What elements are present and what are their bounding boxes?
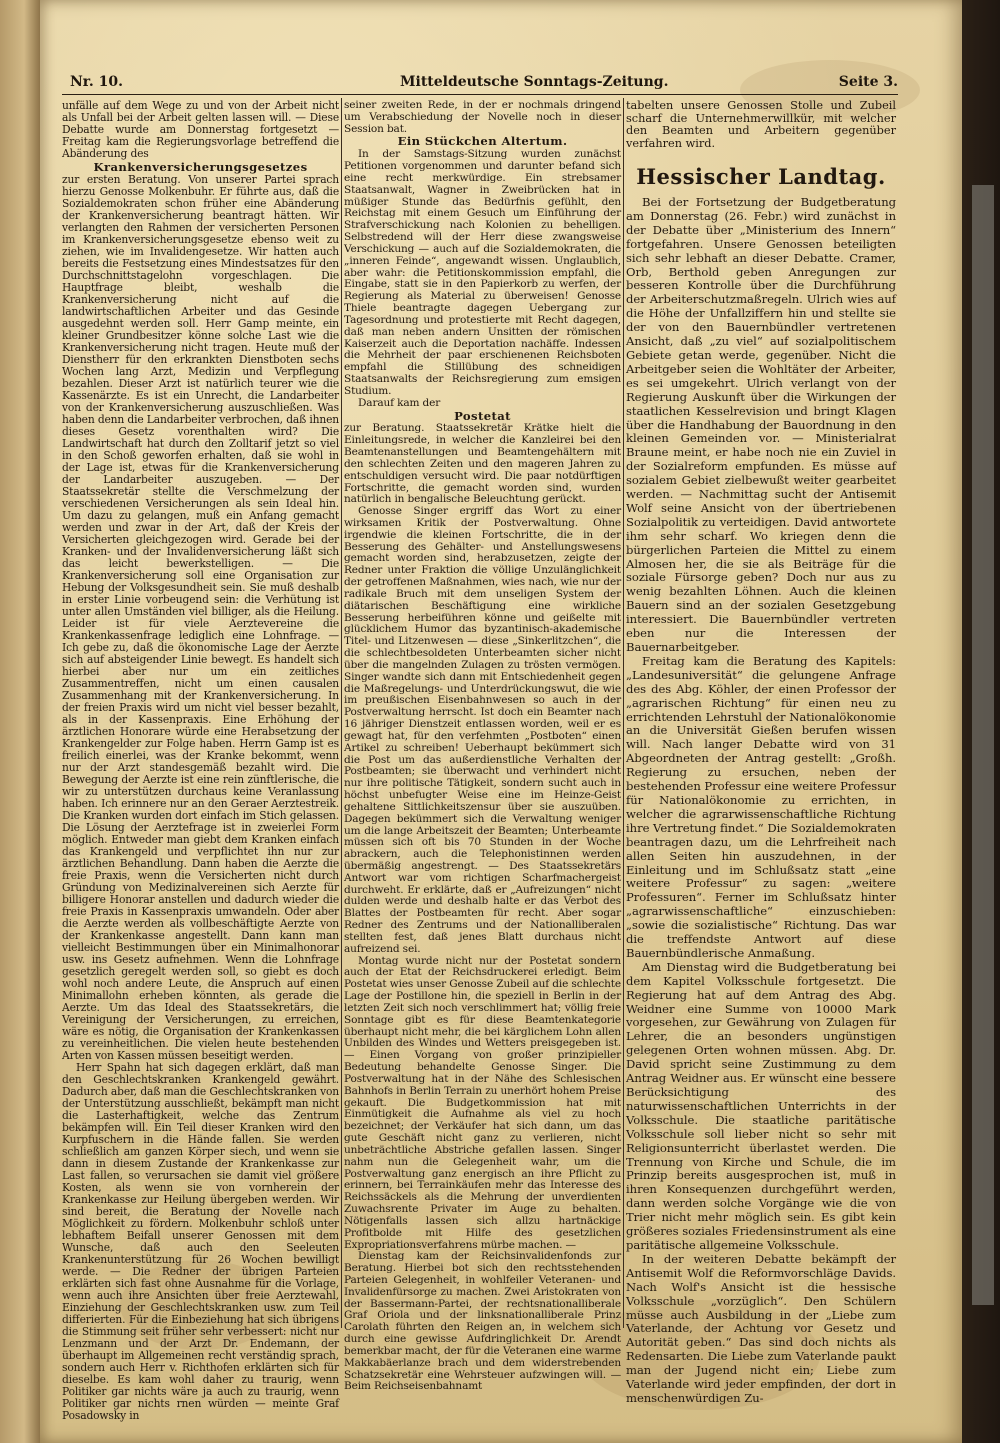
page-header (62, 72, 898, 95)
paragraph: zur ersten Beratung. Von unserer Partei sprach hierzu Genosse Molkenbuhr. Er führte aus, daß die Sozialdemokraten schon früher eine Abänderung der Krankenversicherung beantragt hätten. Wir verlangten den Rahmen der versicherten Personen im Krankenversicherungsgesetze ebenso weit zu ziehen, wie im Invalidengesetze. Wir hatten auch bereits die Festsetzung eines Mindestsatzes für den Durchschnittstagelohn vorgeschlagen. Die Hauptfrage bleibt, weshalb die Krankenversicherung nicht auf die landwirtschaftlichen Arbeiter und das Gesinde ausgedehnt werden soll. Herr Gamp meinte, ein kleiner Grundbesitzer könne solche Last wie die Krankenversicherung nicht tragen. Heute muß der Dienstherr für den erkrankten Dienstboten sechs Wochen lang Arzt, Medizin und Verpflegung bezahlen. Dieser Arzt ist natürlich teurer wie die Kassenärzte. Es ist ein Unrecht, die Landarbeiter von der Krankenversicherung auszuschließen. Was haben denn die Landarbeiter verbrochen, daß ihnen dieses Gesetz vorenthalten wird? Die Landwirtschaft hat durch den Zolltarif jetzt so viel in den Schoß geworfen erhalten, daß sie wohl in der Lage ist, etwas für die Krankenversicherung der Landarbeiter auszugeben. — Der Staatssekretär stellte die Verschmelzung der verschiedenen Versicherungen als sein Ideal hin. Um dazu zu gelangen, muß ein Anfang gemacht werden und zwar in der Art, daß der Kreis der Versicherten gleichgezogen wird. Gerade bei der Kranken- und der Invalidenversicherung läßt sich das leicht bewerkstelligen. — Die Krankenversicherung soll eine Organisation zur Hebung der Volksgesundheit sein. Sie muß deshalb in erster Linie vorbeugend sein: die Verhütung ist unter allen Umständen viel billiger, als die Heilung. Leider ist für viele Aerztevereine die Krankenkassenfrage lediglich eine Lohnfrage. — Ich gebe zu, daß die ökonomische Lage der Aerzte sich auf absteigender Linie bewegt. Es handelt sich hierbei aber nur um ein zeitliches Zusammentreffen, nicht um einen causalen Zusammenhang mit der Krankenversicherung. In der freien Praxis wird um nicht viel besser bezahlt, als in der Kassenpraxis. Eine Erhöhung der ärztlichen Honorare würde eine Herabsetzung der Krankengelder zur Folge haben. Herrn Gamp ist es freilich einerlei, was der Kranke bekommt, wenn nur der Arzt standesgemäß bezahlt wird. Die Bewegung der Aerzte ist eine rein zünftlerische, die wir zu unterstützen durchaus keine Veranlassung haben. Ich erinnere nur an den Geraer Aerztestreik. Die Kranken wurden dort einfach im Stich gelassen. Die Lösung der Aerztefrage ist in zweierlei Form möglich. Entweder man giebt dem Kranken einfach das Krankengeld und verpflichtet ihn nur zur ärztlichen Behandlung. Dann haben die Aerzte die freie Praxis, wenn die Versicherten nicht durch Gründung von Medizinalvereinen sich Aerzte für billigere Honorar anstellen und dadurch wieder die freie Praxis in Kassenpraxis umwandeln. Oder aber die Aerzte werden als vollbeschäftigte Aerzte von der Krankenkasse angestellt. Dann kann man vielleicht Bestimmungen über ein Minimalhonorar usw. ins Gesetz aufnehmen. Wenn die Lohnfrage gesetzlich geregelt werden soll, so giebt es doch wohl noch andere Leute, die Anspruch auf einen Minimallohn erheben könnten, als gerade die Aerzte. Um das Ideal des Staatssekretärs, die Vereinigung der Versicherungen, zu erreichen, wäre es nötig, die Organisation der Krankenkassen zu vereinheitlichen. Die vielen heute bestehenden Arten von Kassen müssen beseitigt werden. (62, 173, 339, 1062)
paragraph: In der Samstags-Sitzung wurden zunächst Petitionen vorgenommen und darunter befand sich eine recht merkwürdige. Ein strebsamer Staatsanwalt, Wagner in Zweibrücken hat in müßiger Stunde das Bedürfnis gefühlt, den Reichstag mit einem Gesuch um Einführung der Strafverschickung nach Kolonien zu behelligen. Selbstredend will der Herr diese zwangsweise Verschickung — auch auf die Sozialdemokraten, die „inneren Feinde“, angewandt wissen. Unglaublich, aber wahr: die Petitionskommission empfahl, die Eingabe, statt sie in den Papierkorb zu werfen, der Regierung als Material zu überweisen! Genosse Thiele beantragte dagegen Uebergang zur Tagesordnung und protestierte mit Recht dagegen, daß man neben andern Unsitten der römischen Kaiserzeit auch die Deportation nachäffe. Indessen die Mehrheit der paar erschienenen Reichsboten empfahl die Stillübung des schneidigen Staatsanwalts der Reichsregierung zum emsigen Studium. (344, 148, 621, 397)
paragraph: In der weiteren Debatte bekämpft der Antisemit Wolf die Reformvorschläge Davids. Nach Wolf's Ansicht ist die hessische Volksschule „vorzüglich“. Den Schülern müsse auch Ausbildung in der „Liebe zum Vaterlande, der Achtung vor Gesetz und Autorität geben.“ Das sind doch nichts als Redensarten. Die Liebe zum Vaterlande paukt man der Jugend nicht ein; Liebe zum Vaterlande wird jeder empfinden, der dort in menschenwürdigen Zu- (626, 1251, 896, 1405)
paragraph: seiner zweiten Rede, in der er nochmals dringend um Verabschiedung der Novelle noch in dieser Session bat. (344, 99, 621, 135)
paragraph: Am Dienstag wird die Budgetberatung bei dem Kapitel Volksschule fortgesetzt. Die Regierung hat auf dem Antrag des Abg. Weidner eine Summe von 10000 Mark vorgesehen, zur Gewährung von Zulagen für Lehrer, die an besonders ungünstigen gelegenen Orten wohnen müssen. Abg. Dr. David spricht seine Zustimmung zu dem Antrag Weidner aus. Er wünscht eine bessere Berücksichtigung des naturwissenschaftlichen Unterrichts in der Volksschule. Die staatliche paritätische Volksschule soll lieber nicht so sehr mit Religionsunterricht überlastet werden. Die Trennung von Kirche und Schule, die im Prinzip bereits ausgesprochen ist, muß in ihren Konsequenzen durchgeführt werden, dann werden solche Vorgänge wie die von Trier nicht mehr möglich sein. Es gibt kein größeres soziales Friedensinstrument als eine paritätische allgemeine Volksschule. (626, 959, 896, 1252)
paragraph: Bei der Fortsetzung der Budgetberatung am Donnerstag (26. Febr.) wird zunächst in der Debatte über „Ministerium des Innern“ fortgefahren. Unsere Genossen beteiligten sich sehr lebhaft an dieser Debatte. Cramer, Orb, Berthold geben Anregungen zur besseren Kontrolle über die Durchführung der Arbeiterschutzmaßregeln. Ulrich wies auf die Höhe der Unfallziffern hin und stellte sie der von den Bauernbündler vertretenen Ansicht, daß „zu viel“ auf sozialpolitischem Gebiete getan werde, gegenüber. Nicht die Arbeitgeber seien die Wohltäter der Arbeiter, es sei umgekehrt. Ulrich verlangt von der Regierung Auskunft über die Wirkungen der staatlichen Kesselrevision und bringt Klagen über die Handhabung der Bauordnung in den kleinen Gemeinden vor. — Ministerialrat Braune meint, er habe noch nie ein Zuviel in der Sozialreform empfunden. Es müsse auf sozialem Gebiet zielbewußt weiter gearbeitet werden. — Nachmittag sucht der Antisemit Wolf seine Ansicht von der übertriebenen Sozialpolitik zu verteidigen. David antwortete ihm sehr scharf. Wo kriegen denn die bürgerlichen Parteien die Mittel zu einem Almosen her, die sie als Beiträge für die soziale Fürsorge geben? Doch nur aus zu wenig bezahlten Löhnen. Auch die kleinen Bauern sind an der sozialen Gesetzgebung interessiert. Die Bauernbündler vertreten eben nur die Interessen der Bauernarbeitgeber. (626, 195, 896, 654)
issue-number: Nr. 10. (70, 74, 123, 90)
paragraph: Freitag kam die Beratung des Kapitels: „Landesuniversität“ die gelungene Anfrage des des Abg. Köhler, der einen Professor der „agrarischen Richtung“ für einen neu zu errichtenden Lehrstuhl der Nationalökonomie an die Universität Gießen berufen wissen will. Nach langer Debatte wird von 31 Abgeordneten der Antrag gestellt: „Großh. Regierung zu ersuchen, neben der bestehenden Professur eine weitere Professur für Nationalökonomie zu errichten, in welcher die agrarwissenschaftliche Richtung ihre Vertretung findet.“ Die Sozialdemokraten beantragen dazu, um die Lehrfreiheit nach allen Seiten hin auszudehnen, in der Einleitung und im Schlußsatz statt „eine weitere Professur“ zu sagen: „weitere Professuren“. Ferner im Schlußsatz hinter „agrarwissenschaftliche“ einzuschieben: „sowie die sozialistische“ Richtung. Das war die treffendste Antwort auf diese Bauernbündlerische Anmaßung. (626, 653, 896, 960)
page-number: Seite 3. (838, 74, 898, 90)
paragraph: Herr Spahn hat sich dagegen erklärt, daß man den Geschlechtskranken Krankengeld gewährt. Dadurch aber, daß man die Geschlechtskranken von der Unterstützung ausschließt, bekämpft man nicht die Lasterhaftigkeit, welche das Zentrum bekämpfen will. Ein Teil dieser Kranken wird den Kurpfuschern in die Hände fallen. Sie werden schließlich am ganzen Körper siech, und wenn sie dann in diesem Zustande der Krankenkasse zur Last fallen, so verursachen sie damit viel größere Kosten, als wenn sie von vornherein der Krankenkasse zur Heilung übergeben werden. Wir sind bereit, die Beratung der Novelle nach Möglichkeit zu fördern. Molkenbuhr schloß unter lebhaftem Beifall unserer Genossen mit dem Wunsche, daß auch den Seeleuten Krankenunterstützung für 26 Wochen bewilligt werde. — Die Redner der übrigen Parteien erklärten sich fast ohne Ausnahme für die Vorlage, wenn auch ihre Ansichten über freie Aerztewahl, Einziehung der Geschlechtskranken usw. zum Teil differierten. Für die Einbeziehung hat sich übrigens die Stimmung seit früher sehr verbessert: nicht nur Lenzmann und der Arzt Dr. Endemann, der überhaupt im Allgemeinen recht verständig sprach, sondern auch Herr v. Richthofen erklärten sich für dieselbe. Es kam wohl daher zu traurig, wenn Politiker gar nichts wäre ja auch zu traurig, wenn Politiker gar nichts rnen würden — meinte Graf Posadowsky in (62, 1061, 339, 1422)
article-headline: Hessischer Landtag. (636, 164, 886, 189)
section-heading: Krankenversicherungsgesetzes (93, 160, 308, 174)
paragraph: tabelten unsere Genossen Stolle und Zubeil scharf die Unternehmerwillkür, mit welcher den Beamten und Arbeitern gegenüber verfahren wird. (626, 99, 896, 151)
column-2 (344, 100, 621, 1393)
paragraph: zur Beratung. Staatssekretär Krätke hielt die Einleitungsrede, in welcher die Kanzleirei bei den Beamtenanstellungen und Beamtengehältern mit den schlechten Zeiten und den mageren Jahren zu entschuldigen versucht wird. Die paar notdürftigen Fortschritte, die gemacht worden sind, wurden natürlich in bengalische Beleuchtung gerückt. (344, 422, 621, 506)
column-rule (341, 98, 342, 1328)
paragraph: Dienstag kam der Reichsinvalidenfonds zur Beratung. Hierbei bot sich den rechtsstehenden Parteien Gelegenheit, in wohlfeiler Veteranen- und Invalidenfürsorge zu machen. Zwei Aristokraten von der Bassermann-Partei, der rechtsnationalliberale Graf Oriola und der linksnationalliberale Prinz Carolath führten den Reigen an, in welchem sich durch eine gewisse Aufdringlichkeit Dr. Arendt bemerkbar macht, der für die Veteranen eine warme Makkabäerlanze brach und dem widerstrebenden Schatzsekretär eine Wehrsteuer aufzwingen will. — Beim Reichseisenbahnamt (344, 1250, 621, 1393)
paragraph: Darauf kam der (358, 396, 441, 409)
newspaper-title: Mitteldeutsche Sonntags-Zeitung. (400, 74, 669, 90)
paragraph: Genosse Singer ergriff das Wort zu einer wirksamen Kritik der Postverwaltung. Ohne irgendwie die kleinen Fortschritte, die in der Besserung des Gehälter- und Anstellungswesens gemacht worden sind, herabzusetzen, zeigte der Redner unter Fraktion die völlige Unzulänglichkeit der getroffenen Maßnahmen, wies nach, wie nur der radikale Bruch mit dem unseligen System der diätarischen Beschäftigung eine wirkliche Besserung herbeiführen könne und geißelte mit glücklichem Humor das byzantinisch-akademische Titel- und Litzenwesen — diese „Sinkerlitzchen“, die die schlechtbesoldeten Unterbeamten sicher nicht über die mangelnden Zulagen zu trösten vermögen. Singer wandte sich dann mit Entschiedenheit gegen die Maßregelungs- und Unterdrückungswut, die wie im preußischen Eisenbahnwesen so auch in der Postverwaltung herrscht. Ist doch ein Beamter nach 16 jähriger Dienstzeit entlassen worden, weil er es gewagt hat, für den verfehmten „Postboten“ einen Artikel zu schreiben! Ueberhaupt bekümmert sich die Post um das außerdienstliche Verhalten der Postbeamten; sie überwacht und verhindert nicht nur ihre politische Tätigkeit, sondern sucht auch in höchst unbefugter Weise eine im Heinze-Geist gehaltene Sittlichkeitszensur über sie auszuüben. Dagegen bekümmert sich die Verwaltung weniger um die lange Arbeitszeit der Beamten; Unterbeamte müssen sich oft bis 70 Stunden in der Woche abrackern, auch die Telephonistinnen werden übermäßig angestrengt. — Des Staatssekretärs Antwort war vom richtigen Scharfmachergeist durchweht. Er erklärte, daß er „Aufreizungen“ nicht dulden werde und deshalb halte er das Verbot des Blattes der Postbeamten für recht. Aber sogar Redner des Zentrums und der Nationalliberalen stellten fest, daß jenes Blatt durchaus nicht aufreizend sei. (344, 505, 621, 955)
section-heading: Ein Stückchen Altertum. (397, 134, 568, 149)
column-rule (623, 98, 624, 1328)
previous-page-edge (0, 0, 40, 1443)
column-3 (626, 156, 896, 1406)
column-1 (62, 100, 339, 1422)
book-spine-edge (962, 0, 1000, 1443)
column-3-continuation (626, 100, 896, 151)
paragraph: unfälle auf dem Wege zu und von der Arbeit nicht als Unfall bei der Arbeit gelten lassen will. — Diese Debatte wurde am Donnerstag fortgesetzt — Freitag kam die Regierungsvorlage betreffend die Abänderung des (62, 99, 339, 160)
section-heading: Postetat (454, 408, 511, 423)
paragraph: Montag wurde nicht nur der Postetat sondern auch der Etat der Reichsdruckerei erledigt. Beim Postetat wies unser Genosse Zubeil auf die schlechte Lage der Postillone hin, die speziell in Berlin in der letzten Zeit sich noch verschlimmert hat; völlig freie Sonntage gibt es für diese Beamtenkategorie überhaupt nicht mehr, die bei kärglichem Lohn allen Unbilden des Windes und Wetters preisgegeben ist. — Einen Vorgang von großer prinzipieller Bedeutung behandelte Genosse Singer. Die Postverwaltung hat in der Nähe des Schlesischen Bahnhofs in Berlin Terrain zu unerhört hohem Preise gekauft. Die Budgetkommission hat mit Einmütigkeit die Aufnahme als viel zu hoch bezeichnet; der Verkäufer hat sich dann, um das gute Geschäft nicht ganz zu verlieren, nicht unbeträchtliche Abstriche gefallen lassen. Singer nahm nun die Gelegenheit wahr, um die Postverwaltung ganz energisch an ihre Pflicht zu erinnern, bei Terrainkäufen mehr das Interesse des Reichssäckels als die Mehrung der unverdienten Zuwachsrente Privater im Auge zu behalten. Nötigenfalls lassen sich allzu hartnäckige Profitbolde mit Hilfe des gesetzlichen Expropriationsverfahrens mürbe machen. — (344, 954, 621, 1251)
